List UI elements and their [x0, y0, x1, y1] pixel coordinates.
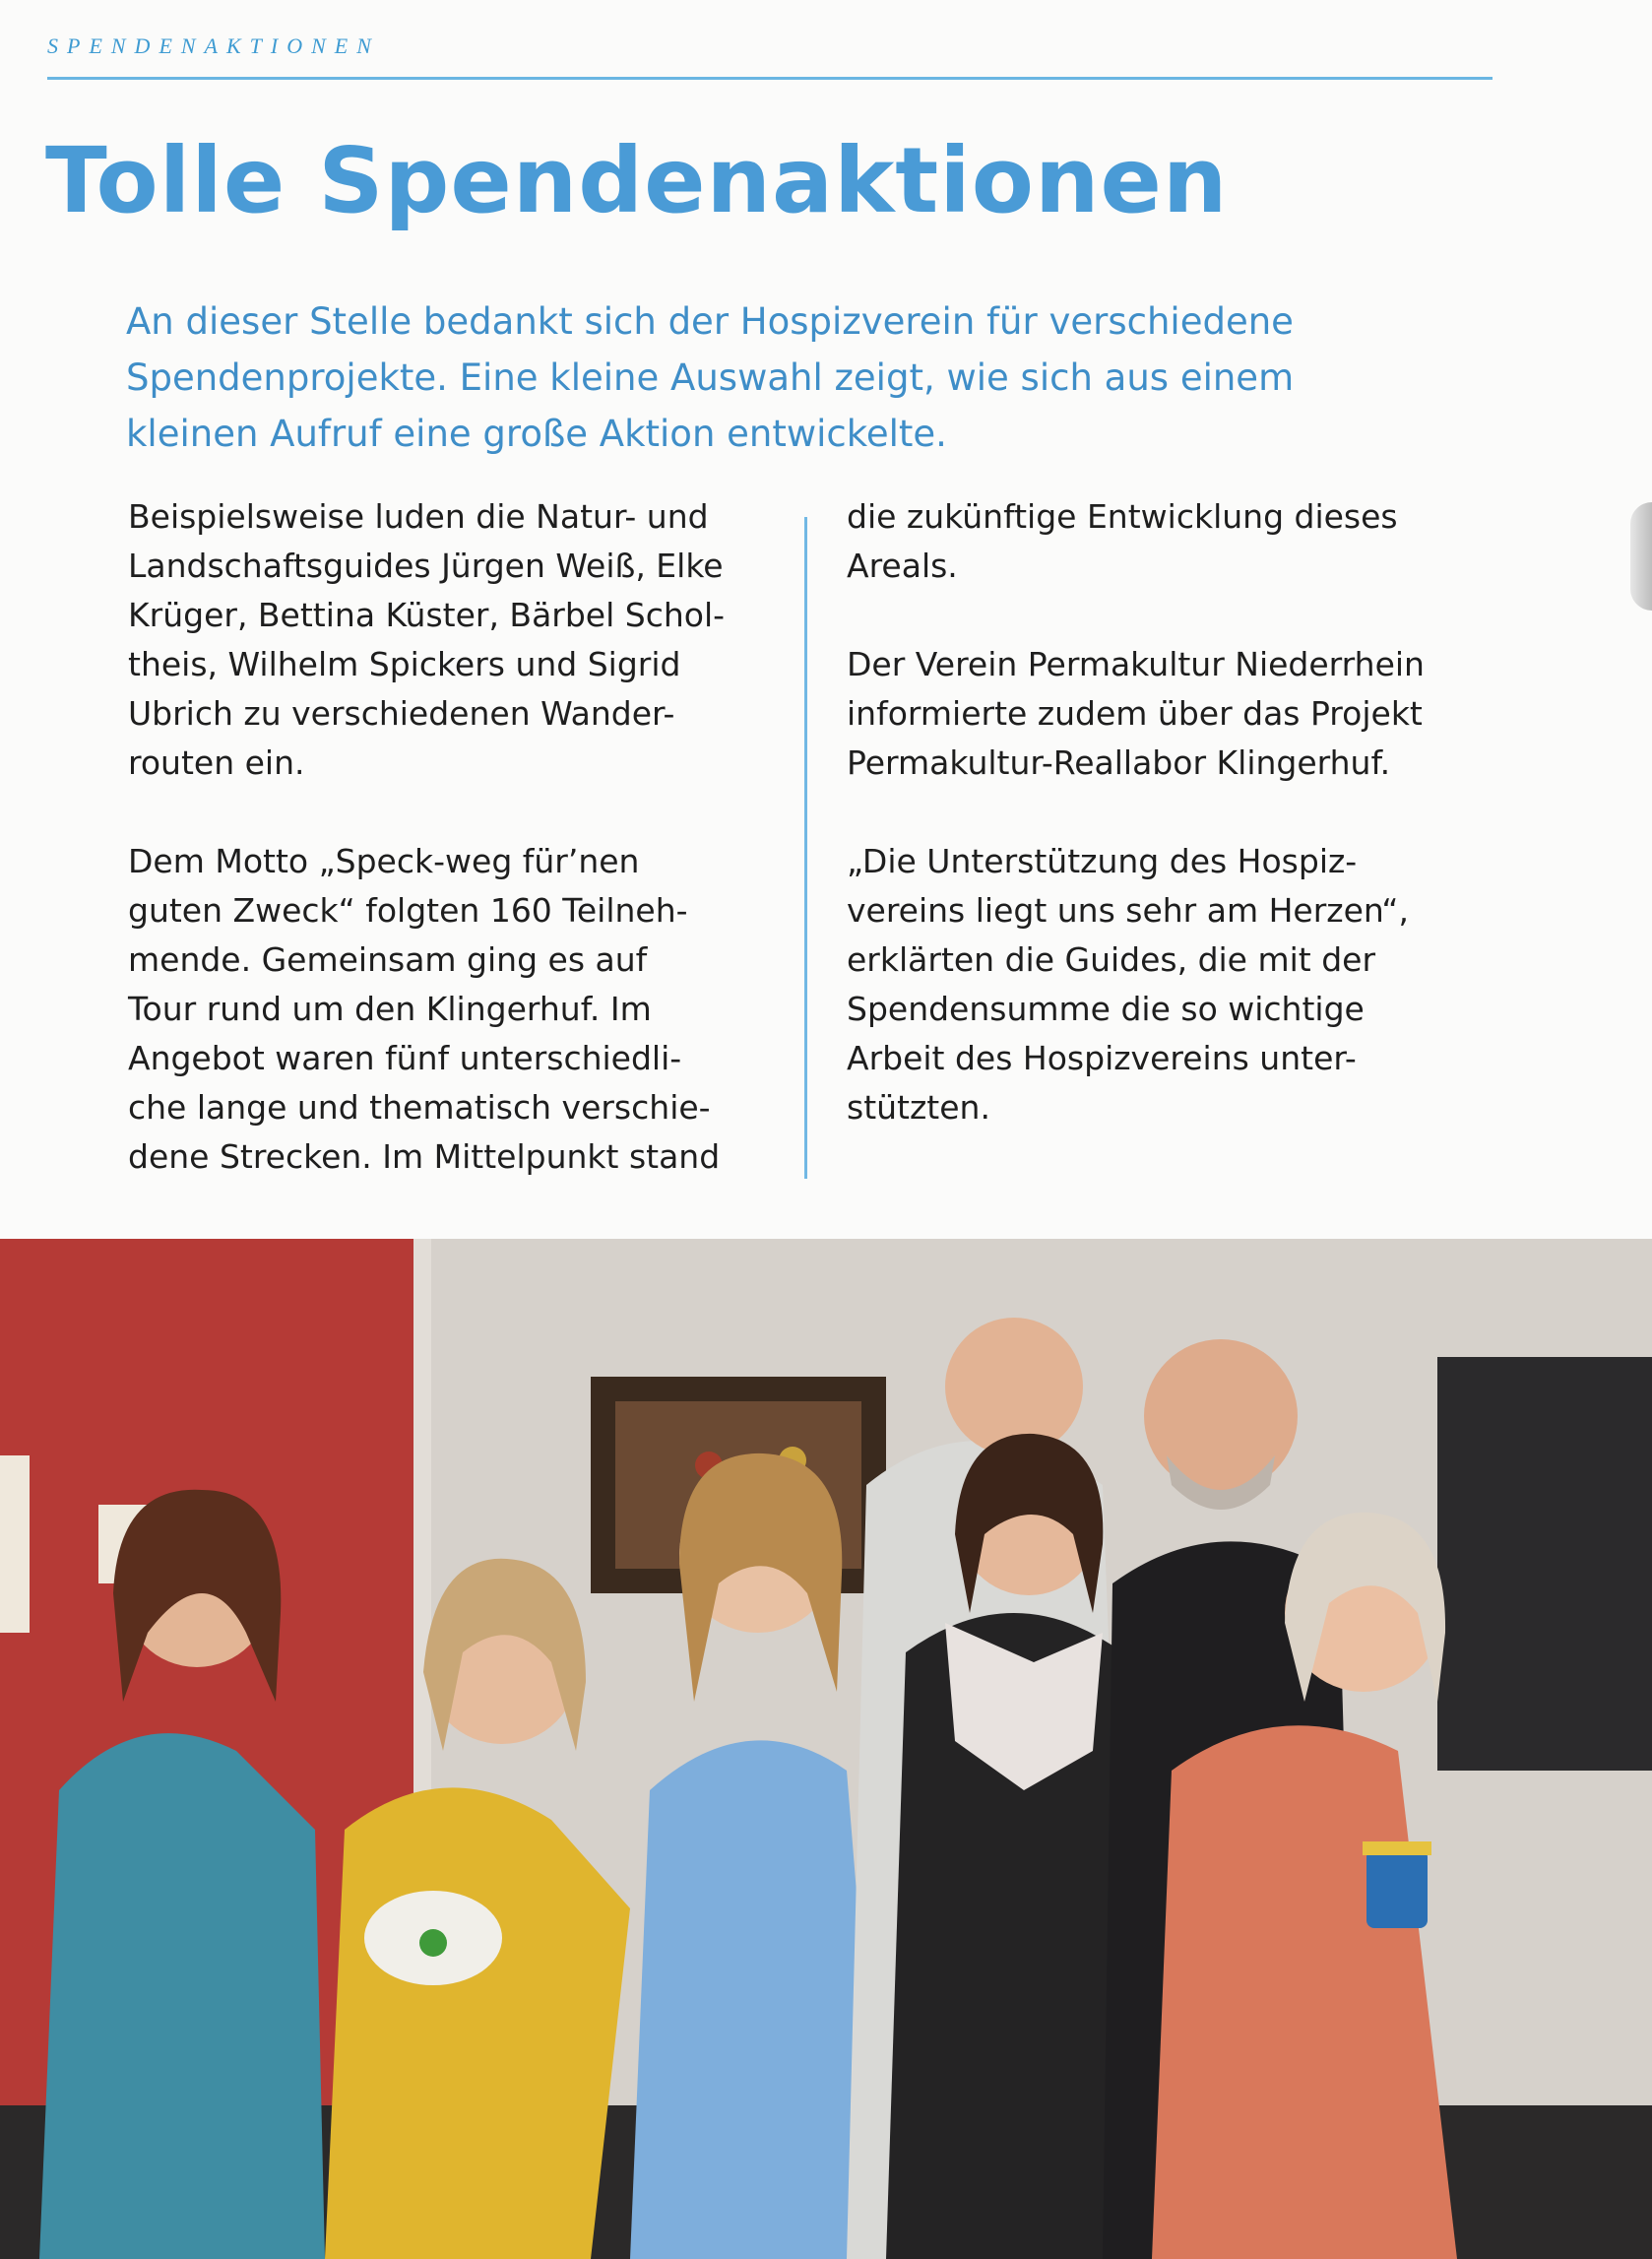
- text-line: guten Zweck“ folgten 160 Teilneh-: [128, 891, 688, 930]
- photo-jar: [1366, 1849, 1428, 1928]
- text-line: Landschaftsguides Jürgen Weiß, Elke: [128, 547, 724, 585]
- text-line: erklärten die Guides, die mit der: [847, 940, 1376, 979]
- photo-dark-right: [1437, 1357, 1652, 1771]
- text-line: Areals.: [847, 547, 958, 585]
- text-line: Spendensumme die so wichtige: [847, 990, 1365, 1028]
- lead-line: kleinen Aufruf eine große Aktion entwickelte.: [126, 413, 947, 455]
- section-label: SPENDENAKTIONEN: [47, 33, 380, 58]
- page-edge-tab: [1630, 502, 1652, 611]
- person-yellow-sweater: [325, 1787, 630, 2259]
- text-line: Permakultur-Reallabor Klingerhuf.: [847, 743, 1391, 782]
- text-line: che lange und thematisch verschie-: [128, 1088, 711, 1127]
- text-line: stützten.: [847, 1088, 990, 1127]
- top-divider: [47, 77, 1493, 80]
- text-line: Beispielsweise luden die Natur- und: [128, 497, 709, 536]
- lead-line: An dieser Stelle bedankt sich der Hospizverein für verschiedene: [126, 300, 1294, 343]
- text-line: Krüger, Bettina Küster, Bärbel Schol-: [128, 596, 726, 634]
- column-divider: [804, 517, 807, 1179]
- page-title: Tolle Spendenaktionen: [45, 128, 1229, 233]
- left-paragraph-2: [128, 837, 725, 1182]
- right-paragraph-1: [847, 492, 1425, 591]
- text-line: informierte zudem über das Projekt: [847, 694, 1423, 733]
- text-line: mende. Gemeinsam ging es auf: [128, 940, 648, 979]
- group-photo-illustration: [0, 1239, 1652, 2259]
- person-blue-hoodie: [630, 1740, 886, 2259]
- text-line: Arbeit des Hospizvereins unter-: [847, 1039, 1357, 1077]
- person-teal-jacket: [39, 1733, 325, 2259]
- person-face: [1144, 1339, 1298, 1493]
- text-line: routen ein.: [128, 743, 305, 782]
- group-photo: [0, 1239, 1652, 2259]
- text-line: Dem Motto „Speck-weg für’nen: [128, 842, 640, 880]
- lead-paragraph: [126, 293, 1406, 462]
- photo-jar-lid: [1363, 1841, 1431, 1855]
- lead-line: Spendenprojekte. Eine kleine Auswahl zeigt, wie sich aus einem: [126, 356, 1295, 399]
- right-paragraph-3: [847, 837, 1425, 1132]
- text-line: Angebot waren fünf unterschiedli-: [128, 1039, 682, 1077]
- text-line: die zukünftige Entwicklung dieses: [847, 497, 1398, 536]
- text-line: theis, Wilhelm Spickers und Sigrid: [128, 645, 681, 683]
- person-face: [945, 1318, 1083, 1455]
- text-line: „Die Unterstützung des Hospiz-: [847, 842, 1358, 880]
- text-line: Ubrich zu verschiedenen Wander-: [128, 694, 675, 733]
- photo-clover: [419, 1929, 447, 1957]
- text-line: vereins liegt uns sehr am Herzen“,: [847, 891, 1410, 930]
- left-column: [128, 492, 725, 1182]
- text-line: Der Verein Permakultur Niederrhein: [847, 645, 1425, 683]
- left-paragraph-1: [128, 492, 725, 788]
- text-line: dene Strecken. Im Mittelpunkt stand: [128, 1137, 721, 1176]
- text-line: Tour rund um den Klingerhuf. Im: [128, 990, 652, 1028]
- right-paragraph-2: [847, 640, 1425, 788]
- right-column: [847, 492, 1425, 1132]
- photo-wall-note: [0, 1455, 30, 1633]
